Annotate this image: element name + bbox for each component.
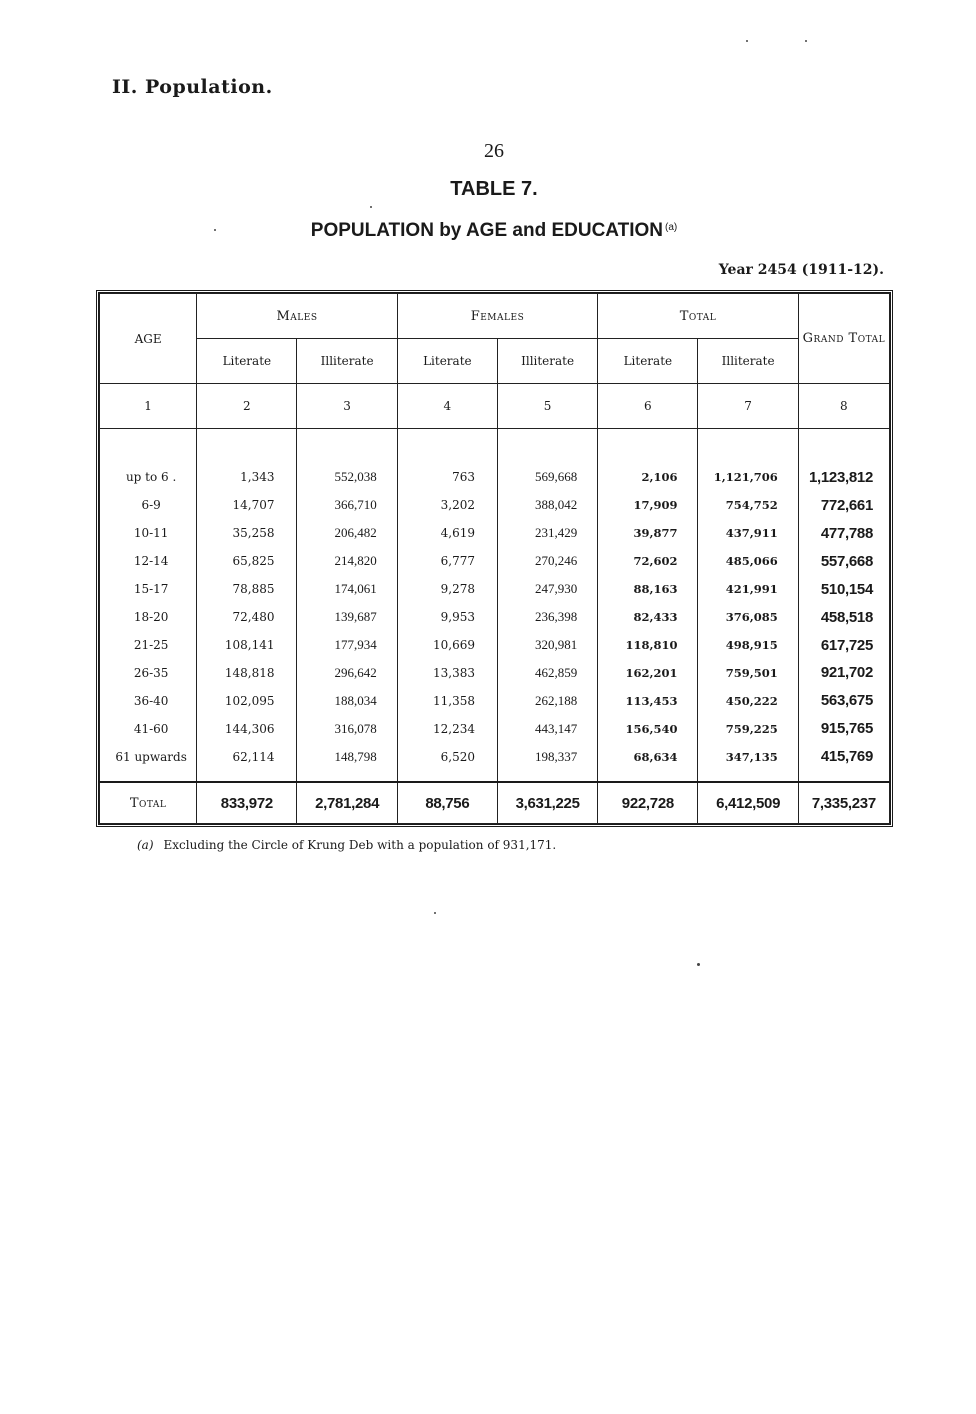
header-total: Total [598,294,799,339]
females-illiterate-cell: 443,147 [497,715,597,743]
males-illiterate-cell: 316,078 [297,715,397,743]
males-literate-cell: 144,306 [197,715,297,743]
table-row [100,659,890,687]
females-literate-cell: 4,619 [397,519,497,547]
females-literate-cell: 13,383 [397,659,497,687]
grand-total-cell: 415,769 [798,743,889,782]
grand-total-cell: 458,518 [798,603,889,631]
males-literate-cell: 35,258 [197,519,297,547]
table-row [100,575,890,603]
total-literate-cell: 156,540 [598,715,698,743]
females-literate-cell: 3,202 [397,491,497,519]
males-illiterate-cell: 188,034 [297,687,397,715]
males-literate-cell: 14,707 [197,491,297,519]
total-males-illiterate: 2,781,284 [297,782,397,824]
females-literate-cell: 763 [397,463,497,491]
total-illiterate-cell: 437,911 [698,519,798,547]
females-literate-cell: 9,278 [397,575,497,603]
scan-speck [746,40,748,42]
total-females-illiterate: 3,631,225 [497,782,597,824]
footnote [137,838,556,852]
header-total-literate: Literate [598,339,698,384]
males-illiterate-cell: 174,061 [297,575,397,603]
total-illiterate-cell: 759,501 [698,659,798,687]
scan-speck [370,206,372,208]
total-females-literate: 88,756 [397,782,497,824]
population-table [99,293,890,824]
table-title: TABLE 7. [450,178,538,200]
table-row [100,715,890,743]
population-table-frame [96,290,893,827]
females-literate-cell: 6,777 [397,547,497,575]
males-literate-cell: 65,825 [197,547,297,575]
column-number: 1 [100,384,197,429]
table-row [100,603,890,631]
grand-total-cell: 617,725 [798,631,889,659]
column-number: 7 [698,384,798,429]
males-literate-cell: 62,114 [197,743,297,782]
header-females: Females [397,294,598,339]
row-age-cell: 41-60 [100,715,197,743]
table-footer [100,782,890,824]
column-number: 5 [497,384,597,429]
column-number: 4 [397,384,497,429]
header-females-literate: Literate [397,339,497,384]
males-literate-cell: 72,480 [197,603,297,631]
total-illiterate-cell: 759,225 [698,715,798,743]
total-illiterate-cell: 498,915 [698,631,798,659]
header-males-literate: Literate [197,339,297,384]
males-illiterate-cell: 148,798 [297,743,397,782]
footnote-text: Excluding the Circle of Krung Deb with a population of 931,171. [163,838,557,852]
row-age-cell: 12-14 [100,547,197,575]
males-illiterate-cell: 552,038 [297,463,397,491]
header-total-illiterate: Illiterate [698,339,798,384]
grand-total-cell: 915,765 [798,715,889,743]
row-age-cell: 61 upwards [100,743,197,782]
grand-total-cell: 510,154 [798,575,889,603]
males-literate-cell: 78,885 [197,575,297,603]
total-illiterate-cell: 754,752 [698,491,798,519]
total-literate-cell: 17,909 [598,491,698,519]
grand-total-cell: 477,788 [798,519,889,547]
females-illiterate-cell: 388,042 [497,491,597,519]
header-females-illiterate: Illiterate [497,339,597,384]
grand-total-cell: 557,668 [798,547,889,575]
row-age-cell: 36-40 [100,687,197,715]
total-literate-cell: 162,201 [598,659,698,687]
total-literate-cell: 88,163 [598,575,698,603]
females-illiterate-cell: 462,859 [497,659,597,687]
header-age: AGE [100,294,197,384]
females-illiterate-cell: 262,188 [497,687,597,715]
table-row [100,463,890,491]
total-literate-cell: 113,453 [598,687,698,715]
table-row [100,519,890,547]
females-illiterate-cell: 270,246 [497,547,597,575]
scan-speck [214,229,216,231]
header-grand-total: Grand Total [798,294,889,384]
total-illiterate-cell: 1,121,706 [698,463,798,491]
males-illiterate-cell: 214,820 [297,547,397,575]
row-age-cell: 18-20 [100,603,197,631]
grand-total-cell: 921,702 [798,659,889,687]
males-illiterate-cell: 366,710 [297,491,397,519]
column-number: 3 [297,384,397,429]
total-literate-cell: 82,433 [598,603,698,631]
females-illiterate-cell: 247,930 [497,575,597,603]
total-all-illiterate: 6,412,509 [698,782,798,824]
column-number: 8 [798,384,889,429]
row-age-cell: up to 6 . [100,463,197,491]
page-number: 26 [484,140,504,162]
column-number: 6 [598,384,698,429]
total-literate-cell: 68,634 [598,743,698,782]
total-literate-cell: 118,810 [598,631,698,659]
year-note: Year 2454 (1911-12). [718,262,884,278]
table-row [100,743,890,782]
males-illiterate-cell: 177,934 [297,631,397,659]
total-illiterate-cell: 347,135 [698,743,798,782]
females-literate-cell: 12,234 [397,715,497,743]
total-literate-cell: 39,877 [598,519,698,547]
males-illiterate-cell: 296,642 [297,659,397,687]
females-illiterate-cell: 569,668 [497,463,597,491]
row-age-cell: 10-11 [100,519,197,547]
total-illiterate-cell: 485,066 [698,547,798,575]
females-literate-cell: 6,520 [397,743,497,782]
spacer-row [100,429,890,464]
table-row [100,547,890,575]
total-illiterate-cell: 450,222 [698,687,798,715]
totals-row [100,782,890,824]
total-males-literate: 833,972 [197,782,297,824]
males-literate-cell: 1,343 [197,463,297,491]
females-literate-cell: 9,953 [397,603,497,631]
scan-speck [697,963,700,966]
column-number-row [100,384,890,429]
section-heading: II. Population. [112,76,273,98]
subtitle-note-marker: (a) [664,222,678,233]
total-all-literate: 922,728 [598,782,698,824]
header-males-illiterate: Illiterate [297,339,397,384]
column-number: 2 [197,384,297,429]
table-header [100,294,890,429]
total-literate-cell: 72,602 [598,547,698,575]
table-row [100,687,890,715]
totals-label: Total [100,782,197,824]
males-literate-cell: 108,141 [197,631,297,659]
scan-speck [434,912,436,914]
row-age-cell: 21-25 [100,631,197,659]
row-age-cell: 15-17 [100,575,197,603]
males-illiterate-cell: 206,482 [297,519,397,547]
table-row [100,491,890,519]
table-subtitle-text: POPULATION by AGE and EDUCATION [310,220,663,241]
females-illiterate-cell: 236,398 [497,603,597,631]
scan-speck [805,40,807,42]
females-literate-cell: 10,669 [397,631,497,659]
table-body [100,429,890,783]
grand-total-cell: 772,661 [798,491,889,519]
total-literate-cell: 2,106 [598,463,698,491]
females-illiterate-cell: 320,981 [497,631,597,659]
total-grand-total: 7,335,237 [798,782,889,824]
females-literate-cell: 11,358 [397,687,497,715]
females-illiterate-cell: 231,429 [497,519,597,547]
grand-total-cell: 563,675 [798,687,889,715]
males-literate-cell: 148,818 [197,659,297,687]
row-age-cell: 26-35 [100,659,197,687]
grand-total-cell: 1,123,812 [798,463,889,491]
total-illiterate-cell: 376,085 [698,603,798,631]
males-illiterate-cell: 139,687 [297,603,397,631]
row-age-cell: 6-9 [100,491,197,519]
header-males: Males [197,294,398,339]
table-row [100,631,890,659]
males-literate-cell: 102,095 [197,687,297,715]
females-illiterate-cell: 198,337 [497,743,597,782]
table-subtitle [0,220,976,242]
footnote-marker: (a) [137,838,154,852]
total-illiterate-cell: 421,991 [698,575,798,603]
